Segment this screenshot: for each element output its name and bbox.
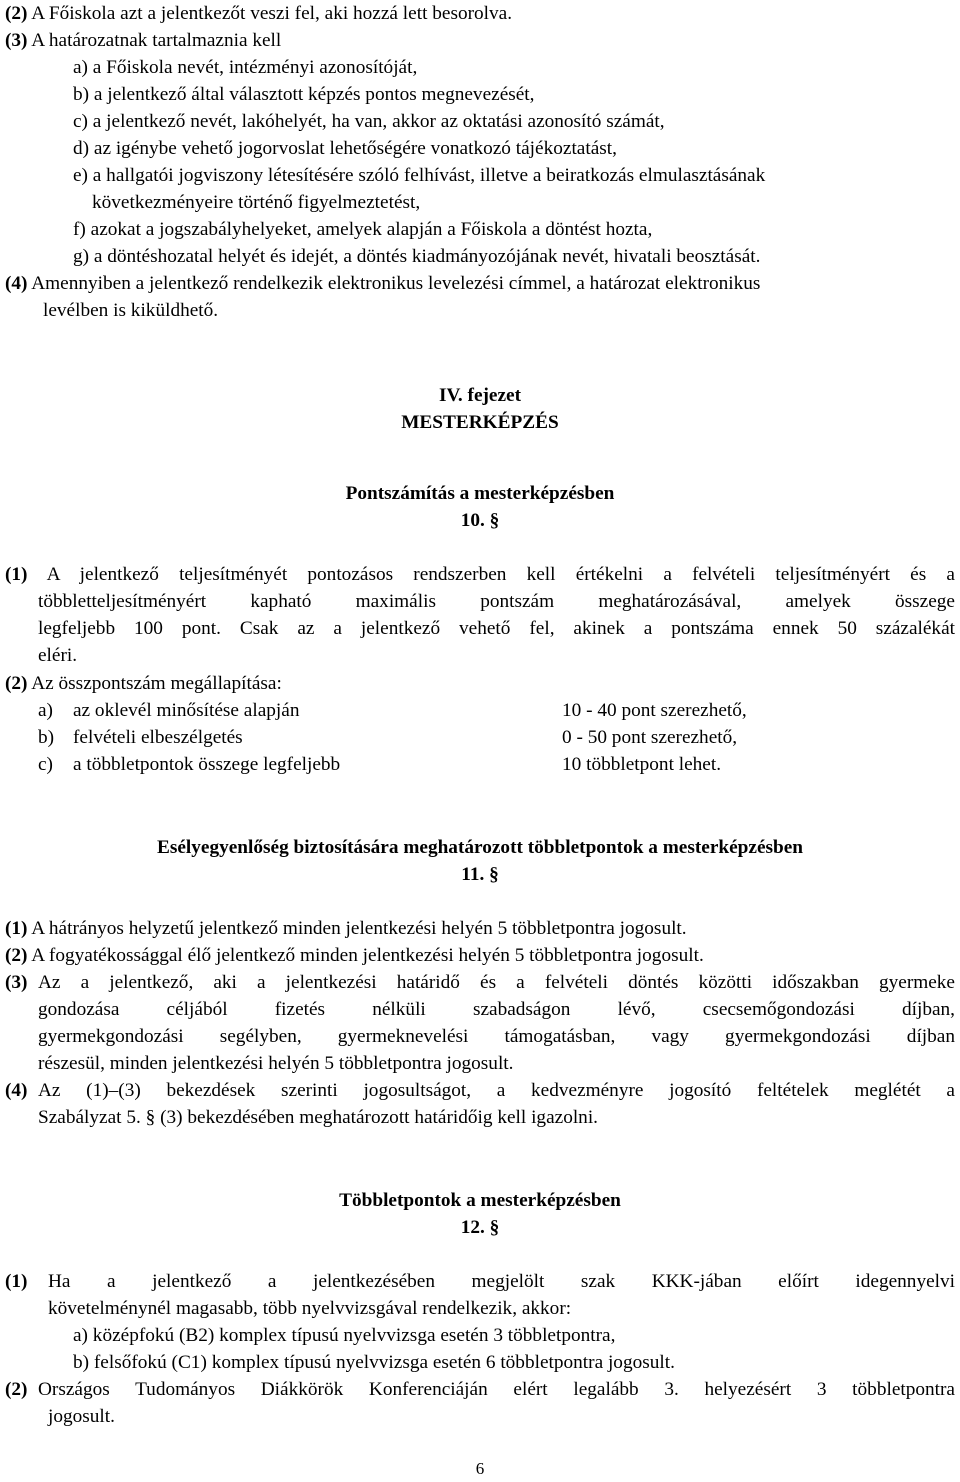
row-value: 10 többletpont lehet. xyxy=(562,754,722,775)
list-item: b) felsőfokú (C1) komplex típusú nyelvvizsga esetén 6 többletpontra jogosult. xyxy=(73,1352,675,1373)
paragraph-line: Ha a jelentkező a jelentkezésében megjelölt szak KKK-jában előírt idegennyelvi xyxy=(48,1271,955,1292)
paragraph-text: A jelentkező teljesítményét pontozásos rendszerben kell értékelni a felvételi teljesítményért és a xyxy=(27,564,955,585)
chapter-number: IV. fejezet xyxy=(438,385,522,406)
paragraph-number: (2) xyxy=(5,1379,28,1400)
paragraph-2-top xyxy=(5,0,512,27)
paragraph-number: (2) xyxy=(5,673,28,694)
paragraph-number: (4) xyxy=(5,1080,28,1101)
chapter-title: MESTERKÉPZÉS xyxy=(401,412,559,433)
list-item: a) középfokú (B2) komplex típusú nyelvvizsga esetén 3 többletpontra, xyxy=(73,1325,616,1346)
paragraph-line: többletteljesítményért kapható maximális pontszám meghatározásával, amelyek összege xyxy=(38,591,955,612)
paragraph-text: Amennyiben a jelentkező rendelkezik elektronikus levelezési címmel, a határozat elektronikus xyxy=(27,273,761,294)
paragraph-4-top xyxy=(5,270,760,297)
paragraph-text: A határozatnak tartalmaznia kell xyxy=(27,30,282,51)
row-item: felvételi elbeszélgetés xyxy=(73,727,243,748)
row-value: 0 - 50 pont szerezhető, xyxy=(562,727,738,748)
paragraph-number: (1) xyxy=(5,564,28,585)
paragraph-line: követelménynél magasabb, több nyelvvizsgával rendelkezik, akkor: xyxy=(48,1298,572,1319)
list-item: g) a döntéshozatal helyét és idejét, a döntés kiadmányozójának nevét, hivatali beosztását. xyxy=(73,246,761,267)
paragraph-1-line xyxy=(5,561,955,588)
list-item-continuation: következményeire történő figyelmeztetést, xyxy=(92,192,421,213)
section-number: 12. § xyxy=(460,1217,500,1238)
section-number: 11. § xyxy=(461,864,499,885)
paragraph-continuation: levélben is kiküldhető. xyxy=(43,300,219,321)
paragraph-number: (2) xyxy=(5,945,28,966)
paragraph-line: jogosult. xyxy=(48,1406,115,1427)
paragraph-text: Az összpontszám megállapítása: xyxy=(27,673,282,694)
section-number: 10. § xyxy=(460,510,500,531)
paragraph-number: (4) xyxy=(5,273,28,294)
paragraph-line: Az a jelentkező, aki a jelentkezési határidő és a felvételi döntés közötti időszakban gyermeke xyxy=(38,972,955,993)
paragraph-text: A fogyatékossággal élő jelentkező minden jelentkezési helyén 5 többletpontra jogosult. xyxy=(27,945,704,966)
paragraph-text: A Főiskola azt a jelentkezőt veszi fel, aki hozzá lett besorolva. xyxy=(27,3,513,24)
paragraph-number: (3) xyxy=(5,972,28,993)
page-number: 6 xyxy=(475,1459,485,1478)
list-item: c) a jelentkező nevét, lakóhelyét, ha van, akkor az oktatási azonosító számát, xyxy=(73,111,665,132)
section-heading: Többletpontok a mesterképzésben xyxy=(339,1190,621,1211)
paragraph-number: (1) xyxy=(5,918,28,939)
list-item: d) az igénybe vehető jogorvoslat lehetőségére vonatkozó tájékoztatást, xyxy=(73,138,617,159)
paragraph-line: legfeljebb 100 pont. Csak az a jelentkező vehető fel, akinek a pontszáma ennek 50 százalékát xyxy=(38,618,955,639)
paragraph-text: A hátrányos helyzetű jelentkező minden jelentkezési helyén 5 többletpontra jogosult. xyxy=(27,918,687,939)
section-heading: Pontszámítás a mesterképzésben xyxy=(345,483,615,504)
row-label: c) xyxy=(38,754,53,775)
paragraph-1 xyxy=(5,915,687,942)
paragraph-line: eléri. xyxy=(38,645,78,666)
paragraph-2 xyxy=(5,670,282,697)
paragraph-line: részesül, minden jelentkezési helyén 5 többletpontra jogosult. xyxy=(38,1053,514,1074)
paragraph-line: gyermekgondozási segélyben, gyermeknevelési támogatásban, vagy gyermekgondozási díjban xyxy=(38,1026,955,1047)
list-item: b) a jelentkező által választott képzés pontos megnevezését, xyxy=(73,84,535,105)
paragraph-number: (1) xyxy=(5,1271,28,1292)
row-item: az oklevél minősítése alapján xyxy=(73,700,300,721)
row-label: a) xyxy=(38,700,53,721)
section-heading: Esélyegyenlőség biztosítására meghatározott többletpontok a mesterképzésben xyxy=(156,837,804,858)
paragraph-line: Országos Tudományos Diákkörök Konferenciáján elért legalább 3. helyezésért 3 többletpontra xyxy=(38,1379,955,1400)
paragraph-line: Szabályzat 5. § (3) bekezdésében meghatározott határidőig kell igazolni. xyxy=(38,1107,599,1128)
paragraph-line: Az (1)–(3) bekezdések szerinti jogosultságot, a kedvezményre jogosító feltételek meglétét a xyxy=(38,1080,955,1101)
paragraph-2 xyxy=(5,942,704,969)
paragraph-3-top xyxy=(5,27,281,54)
row-item: a többletpontok összege legfeljebb xyxy=(73,754,341,775)
paragraph-line: gondozása céljából fizetés nélküli szabadságon lévő, csecsemőgondozási díjban, xyxy=(38,999,955,1020)
list-item: a) a Főiskola nevét, intézményi azonosítóját, xyxy=(73,57,418,78)
list-item: f) azokat a jogszabályhelyeket, amelyek alapján a Főiskola a döntést hozta, xyxy=(73,219,653,240)
row-label: b) xyxy=(38,727,55,748)
paragraph-number: (2) xyxy=(5,3,28,24)
paragraph-number: (3) xyxy=(5,30,28,51)
row-value: 10 - 40 pont szerezhető, xyxy=(562,700,747,721)
list-item: e) a hallgatói jogviszony létesítésére szóló felhívást, illetve a beiratkozás elmulasztásának xyxy=(73,165,766,186)
